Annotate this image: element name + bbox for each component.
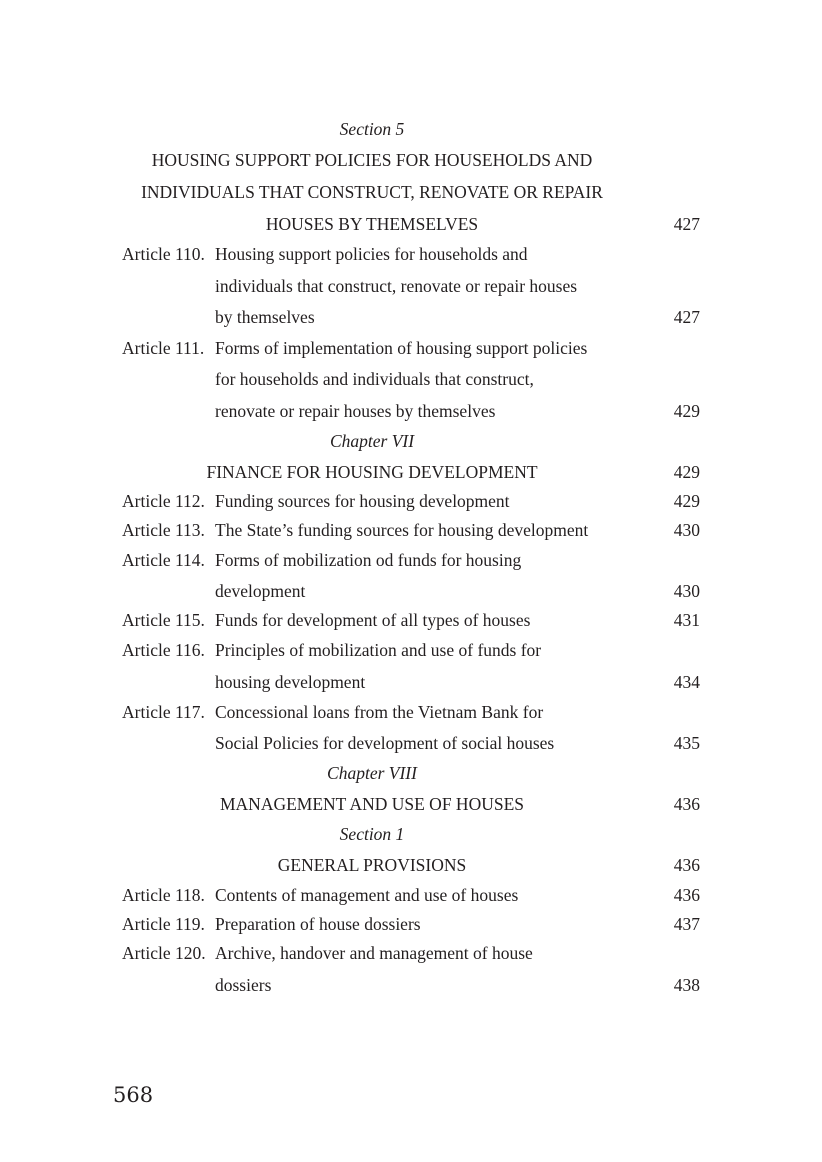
article-label: Article 114. (122, 550, 205, 570)
page-number: 430 (673, 581, 700, 601)
section-heading (0, 819, 822, 849)
article-title: Social Policies for development of social houses (215, 733, 555, 753)
toc-entry-continuation (0, 302, 822, 332)
toc-entry (0, 545, 822, 575)
article-title: Archive, handover and management of house (215, 943, 533, 963)
article-title: Contents of management and use of houses (215, 885, 519, 905)
page-number: 436 (673, 885, 700, 905)
article-title: dossiers (215, 975, 272, 995)
toc-entry (0, 789, 822, 819)
toc-entry (0, 938, 822, 968)
page-number: 431 (673, 610, 700, 630)
article-label: Article 118. (122, 885, 205, 905)
page-number: 434 (673, 672, 700, 692)
section-title: HOUSING SUPPORT POLICIES FOR HOUSEHOLDS AND (151, 150, 593, 170)
toc-entry (0, 486, 822, 516)
page-number: 427 (673, 307, 700, 327)
chapter-heading (0, 758, 822, 788)
article-title: renovate or repair houses by themselves (215, 401, 496, 421)
section-title-line (0, 177, 822, 207)
article-label: Article 110. (122, 244, 205, 264)
chapter-heading (0, 426, 822, 456)
article-label: Article 111. (122, 338, 205, 358)
article-title: by themselves (215, 307, 315, 327)
article-label: Article 113. (122, 520, 205, 540)
page-number: 429 (673, 491, 700, 511)
page-number: 435 (673, 733, 700, 753)
article-title: Forms of implementation of housing support policies (215, 338, 588, 358)
article-label: Article 120. (122, 943, 206, 963)
chapter-title: FINANCE FOR HOUSING DEVELOPMENT (206, 462, 538, 482)
toc-entry-continuation (0, 970, 822, 1000)
toc-entry (0, 850, 822, 880)
article-title: Housing support policies for households and (215, 244, 528, 264)
toc-entry (0, 239, 822, 269)
toc-entry (0, 635, 822, 665)
article-title: Principles of mobilization and use of funds for (215, 640, 542, 660)
article-title: Preparation of house dossiers (215, 914, 421, 934)
section-title: INDIVIDUALS THAT CONSTRUCT, RENOVATE OR REPAIR (141, 182, 603, 202)
toc-entry-continuation (0, 396, 822, 426)
section-title: HOUSES BY THEMSELVES (265, 214, 479, 234)
article-title: Forms of mobilization od funds for housing (215, 550, 522, 570)
chapter-title: MANAGEMENT AND USE OF HOUSES (219, 794, 524, 814)
folio-page-number: 568 (113, 1083, 154, 1107)
page-number: 429 (673, 462, 700, 482)
chapter-label: Chapter VIII (327, 763, 417, 783)
toc-entry (0, 605, 822, 635)
toc-entry-continuation (0, 364, 822, 394)
page-number: 436 (673, 855, 700, 875)
page-number: 430 (673, 520, 700, 540)
article-title: Funding sources for housing development (215, 491, 510, 511)
section-label: Section 1 (339, 824, 405, 844)
article-label: Article 115. (122, 610, 205, 630)
toc-entry (0, 333, 822, 363)
page-number: 429 (673, 401, 700, 421)
page-number: 437 (673, 914, 700, 934)
article-title: The State’s funding sources for housing development (215, 520, 589, 540)
chapter-label: Chapter VII (329, 431, 415, 451)
article-title: Funds for development of all types of houses (215, 610, 531, 630)
toc-entry-continuation (0, 576, 822, 606)
page-number: 427 (673, 214, 700, 234)
article-title: housing development (215, 672, 366, 692)
toc-entry (0, 697, 822, 727)
toc-entry (0, 209, 822, 239)
section-label: Section 5 (339, 119, 405, 139)
article-title: individuals that construct, renovate or repair houses (215, 276, 578, 296)
toc-entry (0, 880, 822, 910)
section-title: GENERAL PROVISIONS (277, 855, 467, 875)
toc-entry (0, 515, 822, 545)
toc-entry-continuation (0, 667, 822, 697)
article-label: Article 112. (122, 491, 205, 511)
section-title-line (0, 145, 822, 175)
article-label: Article 119. (122, 914, 205, 934)
article-title: Concessional loans from the Vietnam Bank for (215, 702, 544, 722)
article-label: Article 117. (122, 702, 205, 722)
article-title: development (215, 581, 306, 601)
toc-entry-continuation (0, 271, 822, 301)
toc-entry-continuation (0, 728, 822, 758)
page-number: 436 (673, 794, 700, 814)
section-heading (0, 114, 822, 144)
toc-entry (0, 909, 822, 939)
page-number: 438 (673, 975, 700, 995)
article-title: for households and individuals that construct, (215, 369, 534, 389)
toc-entry (0, 457, 822, 487)
article-label: Article 116. (122, 640, 205, 660)
